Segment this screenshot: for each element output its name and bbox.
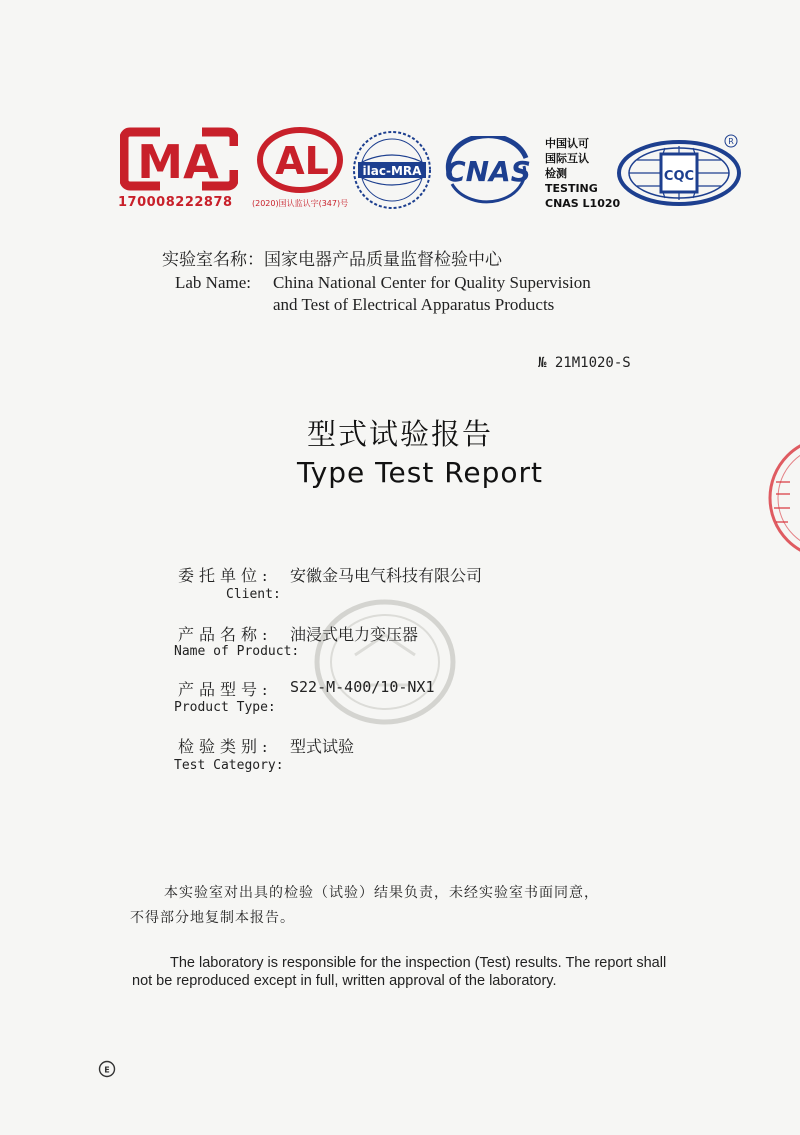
cnas-cn-line: 检测 xyxy=(545,167,567,180)
cal-note: (2020)国认监认字(347)号 xyxy=(252,199,349,208)
notice-en-line1: The laboratory is responsible for the inspection (Test) results. The report shall xyxy=(170,955,667,971)
cnas-en-line: TESTING xyxy=(545,182,598,195)
test-category-value: 型式试验 xyxy=(290,737,355,756)
client-label-en: Client: xyxy=(226,587,281,602)
product-name-value: 油浸式电力变压器 xyxy=(290,625,419,644)
cal-logo-text: AL xyxy=(275,139,329,183)
lab-name-en-line2: and Test of Electrical Apparatus Products xyxy=(273,295,555,314)
cnas-logo xyxy=(440,136,536,204)
product-type-label-en: Product Type: xyxy=(174,700,276,715)
registered-icon xyxy=(724,134,738,148)
cal-logo xyxy=(255,126,345,194)
ilac-mra-logo xyxy=(350,128,434,212)
product-type-label-cn: 产品型号: xyxy=(178,680,273,699)
watermark-seal xyxy=(310,595,460,730)
lab-name-cn: 实验室名称：国家电器产品质量监督检验中心 xyxy=(162,250,502,270)
footer-mark-icon xyxy=(98,1060,116,1078)
client-value: 安徽金马电气科技有限公司 xyxy=(290,566,483,585)
cma-logo-text: MA xyxy=(137,135,219,189)
notice-en-line2: not be reproduced except in full, written approval of the laboratory. xyxy=(132,973,557,989)
client-label-cn: 委托单位: xyxy=(178,566,273,585)
report-number: № 21M1020-S xyxy=(538,355,631,371)
ilac-logo-text: ilac-MRA xyxy=(362,164,422,178)
notice-cn-line2: 不得部分地复制本报告。 xyxy=(130,910,295,926)
notice-cn-line1: 本实验室对出具的检验（试验）结果负责，未经实验室书面同意， xyxy=(164,885,599,901)
cnas-cn-line: 中国认可 xyxy=(545,137,589,150)
product-name-label-cn: 产品名称: xyxy=(178,625,273,644)
cnas-en-line: CNAS L1020 xyxy=(545,197,621,210)
lab-name-en-label: Lab Name: xyxy=(175,273,251,292)
cqc-logo-text: CQC xyxy=(663,169,695,184)
cnas-accreditation-text xyxy=(545,136,620,211)
cnas-cn-line: 国际互认 xyxy=(545,152,589,165)
cnas-logo-text: CNAS xyxy=(445,155,531,188)
svg-text:R: R xyxy=(728,137,734,146)
cma-logo xyxy=(120,126,238,192)
report-title-cn: 型式试验报告 xyxy=(306,417,493,451)
test-category-label-en: Test Category: xyxy=(174,758,284,773)
product-name-label-en: Name of Product: xyxy=(174,644,300,659)
cma-number: 170008222878 xyxy=(118,195,233,210)
test-category-label-cn: 检验类别: xyxy=(178,737,273,756)
report-title-en: Type Test Report xyxy=(296,456,544,489)
product-type-value: S22-M-400/10-NX1 xyxy=(290,678,435,696)
svg-text:E: E xyxy=(104,1065,110,1075)
cqc-logo xyxy=(615,138,743,208)
lab-name-en-line1: China National Center for Quality Supervision xyxy=(273,273,591,292)
